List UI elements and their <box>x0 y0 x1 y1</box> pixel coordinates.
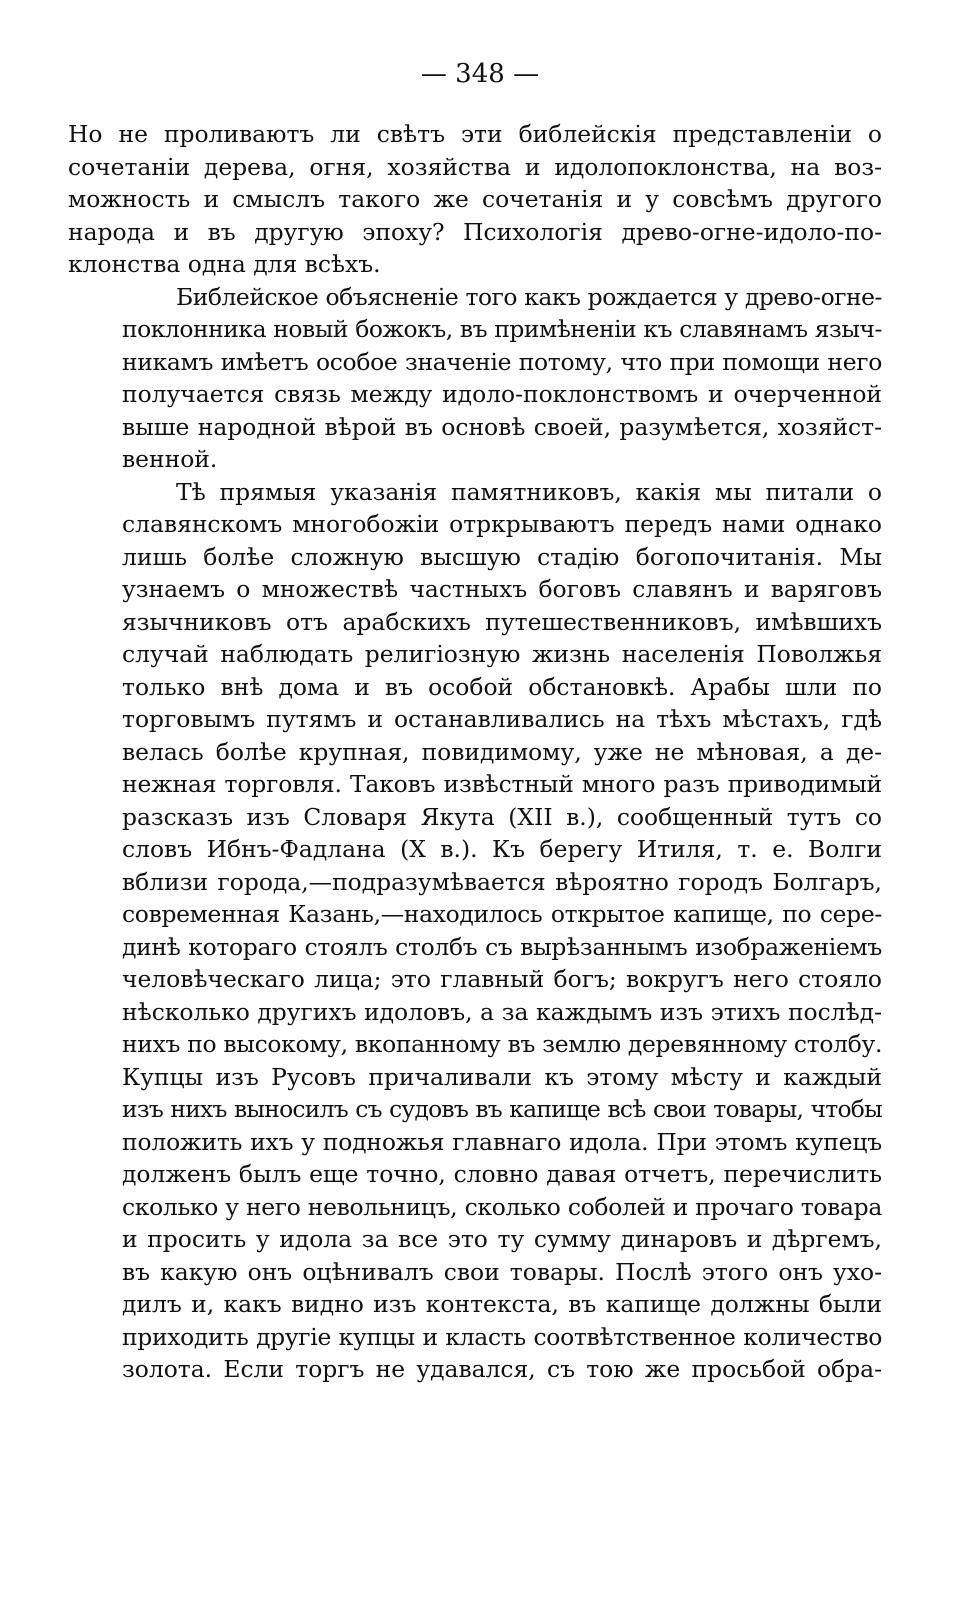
text-line: нежная торговля. Таковъ извѣстный много разъ приводимый <box>122 770 882 798</box>
body-text <box>68 118 882 1386</box>
text-line: словъ Ибнъ-Фадлана (X в.). Къ берегу Итиля, т. е. Волги <box>122 835 882 863</box>
text-line: никамъ имѣетъ особое значеніе потому, что при помощи него <box>122 347 882 376</box>
text-line: и просить у идола за все это ту сумму динаровъ и дѣргемъ, <box>122 1225 882 1253</box>
text-line: въ какую онъ оцѣнивалъ свои товары. Послѣ этого онъ ухо- <box>122 1257 882 1286</box>
text-line: торговымъ путямъ и останавливались на тѣхъ мѣстахъ, гдѣ <box>122 705 882 733</box>
text-line: сколько у него невольницъ, сколько соболей и прочаго товара <box>122 1192 882 1221</box>
text-line: изъ нихъ выносилъ съ судовъ въ капище всѣ свои товары, чтобы <box>122 1095 882 1123</box>
text-line: вблизи города,—подразумѣвается вѣроятно городъ Болгаръ, <box>122 867 882 896</box>
text-line: язычниковъ отъ арабскихъ путешественниковъ, имѣвшихъ <box>122 607 882 636</box>
text-line: современная Казань,—находилось открытое капище, по сере- <box>122 900 882 928</box>
text-line: человѣческаго лица; это главный богъ; вокругъ него стояло <box>122 965 882 993</box>
text-line: приходить другіе купцы и класть соотвѣтственное количество <box>122 1322 882 1351</box>
text-line: поклонника новый божокъ, въ примѣненіи къ славянамъ языч- <box>122 315 882 343</box>
text-line: венной. <box>122 445 218 473</box>
text-line: велась болѣе крупная, повидимому, уже не мѣновая, а де- <box>122 737 882 766</box>
text-line: нихъ по высокому, вкопанному въ землю деревянному столбу. <box>122 1030 883 1058</box>
text-line: народа и въ другую эпоху? Психологія древо-огне-идоло-по- <box>68 217 882 246</box>
paragraph-1 <box>68 118 882 281</box>
text-line: сочетаніи дерева, огня, хозяйства и идолопоклонства, на воз- <box>68 152 882 181</box>
text-line: долженъ былъ еще точно, словно давая отчетъ, перечислить <box>122 1160 882 1188</box>
text-line: можность и смыслъ такого же сочетанія и у совсѣмъ другого <box>68 185 882 213</box>
text-line: получается связь между идоло-поклонствомъ и очерченной <box>122 380 882 408</box>
text-line: клонства одна для всѣхъ. <box>68 250 381 278</box>
page-number: — 348 — <box>420 59 540 89</box>
text-line: разсказъ изъ Словаря Якута (XII в.), сообщенный тутъ со <box>122 802 882 831</box>
text-line: случай наблюдать религіозную жизнь населенія Поволжья <box>122 640 882 668</box>
text-line: Тѣ прямыя указанія памятниковъ, какія мы питали о <box>176 477 882 506</box>
text-line: динѣ котораго стоялъ столбъ съ вырѣзаннымъ изображеніемъ <box>122 932 882 961</box>
text-line: положить ихъ у подножья главнаго идола. При этомъ купецъ <box>122 1127 882 1156</box>
text-line: Библейское объясненіе того какъ рождается у древо-огне- <box>176 282 882 311</box>
text-line: золота. Если торгъ не удавался, съ тою же просьбой обра- <box>122 1355 882 1383</box>
paragraph-3 <box>68 476 882 1386</box>
text-line: лишь болѣе сложную высшую стадію богопочитанія. Мы <box>122 542 882 571</box>
text-line: узнаемъ о множествѣ частныхъ боговъ славянъ и варяговъ <box>122 575 882 603</box>
text-line: славянскомъ многобожіи отркрываютъ передъ нами однако <box>122 510 882 538</box>
text-line: нѣсколько другихъ идоловъ, а за каждымъ изъ этихъ послѣд- <box>122 997 882 1026</box>
text-line: только внѣ дома и въ особой обстановкѣ. Арабы шли по <box>122 672 882 701</box>
text-line: Но не проливаютъ ли свѣтъ эти библейскія представленіи о <box>68 120 882 148</box>
text-line: дилъ и, какъ видно изъ контекста, въ капище должны были <box>122 1290 882 1318</box>
paragraph-2 <box>68 281 882 476</box>
text-line: Купцы изъ Русовъ причаливали къ этому мѣсту и каждый <box>122 1062 882 1091</box>
text-line: выше народной вѣрой въ основѣ своей, разумѣется, хозяйст- <box>122 412 882 441</box>
